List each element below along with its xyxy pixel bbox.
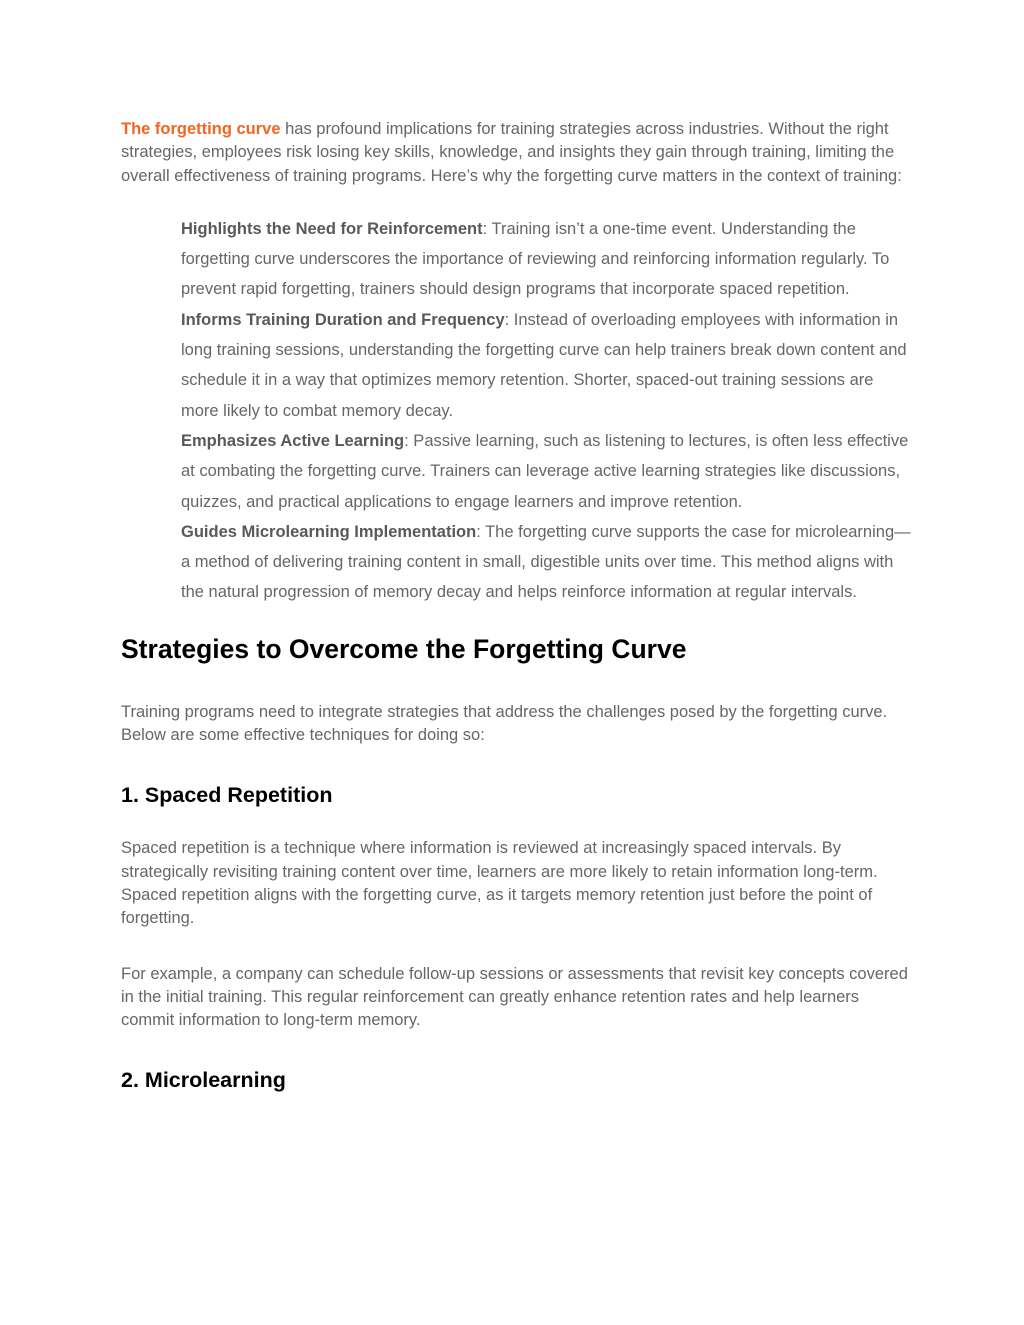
spaced-repetition-heading: 1. Spaced Repetition (121, 783, 333, 808)
list-item (181, 517, 911, 608)
microlearning-heading: 2. Microlearning (121, 1068, 286, 1093)
list-item (181, 214, 911, 305)
list-item-term: Guides Microlearning Implementation (181, 522, 477, 541)
list-item (181, 305, 911, 426)
section-heading: Strategies to Overcome the Forgetting Curve (121, 633, 687, 664)
document-page (121, 118, 911, 1094)
intro-text: has profound implications for training strategies across industries. Without the right strategies, employees risk losing key skills, knowledge, and insights they gain through training, limiting the overall effectiveness of training programs. Here’s why the forgetting curve matters in the context of training: (121, 120, 902, 185)
list-item-text: : Instead of overloading employees with information in long training sessions, understanding the forgetting curve can help trainers break down content and schedule it in a way that optimizes memory retention. Shorter, spaced-out training sessions are more likely to combat memory decay. (181, 310, 907, 420)
list-item-text: : Training isn’t a one-time event. Understanding the forgetting curve underscores the importance of reviewing and reinforcing information regularly. To prevent rapid forgetting, trainers should design programs that incorporate spaced repetition. (181, 219, 890, 299)
implications-list (121, 214, 911, 608)
spaced-repetition-paragraph-1: Spaced repetition is a technique where information is reviewed at increasingly spaced intervals. By strategically revisiting training content over time, learners are more likely to retain information long-term. Spaced repetition aligns with the forgetting curve, as it targets memory retention just before the point of forgetting. (121, 839, 878, 928)
list-item (181, 426, 911, 517)
list-item-text: : Passive learning, such as listening to lectures, is often less effective at combating the forgetting curve. Trainers can leverage active learning strategies like discussions, quizzes, and practical applications to engage learners and improve retention. (181, 431, 909, 511)
section-intro-paragraph: Training programs need to integrate strategies that address the challenges posed by the forgetting curve. Below are some effective techniques for doing so: (121, 702, 888, 745)
list-item-term: Highlights the Need for Reinforcement (181, 219, 483, 238)
list-item-term: Emphasizes Active Learning (181, 431, 405, 450)
list-item-term: Informs Training Duration and Frequency (181, 310, 505, 329)
intro-paragraph (121, 118, 911, 188)
spaced-repetition-paragraph-2: For example, a company can schedule follow-up sessions or assessments that revisit key concepts covered in the initial training. This regular reinforcement can greatly enhance retention rates and help learners commit information to long-term memory. (121, 964, 908, 1030)
forgetting-curve-link[interactable]: The forgetting curve (121, 120, 281, 138)
list-item-text: : The forgetting curve supports the case for microlearning—a method of delivering training content in small, digestible units over time. This method aligns with the natural progression of memory decay and helps reinforce information at regular intervals. (181, 522, 911, 602)
